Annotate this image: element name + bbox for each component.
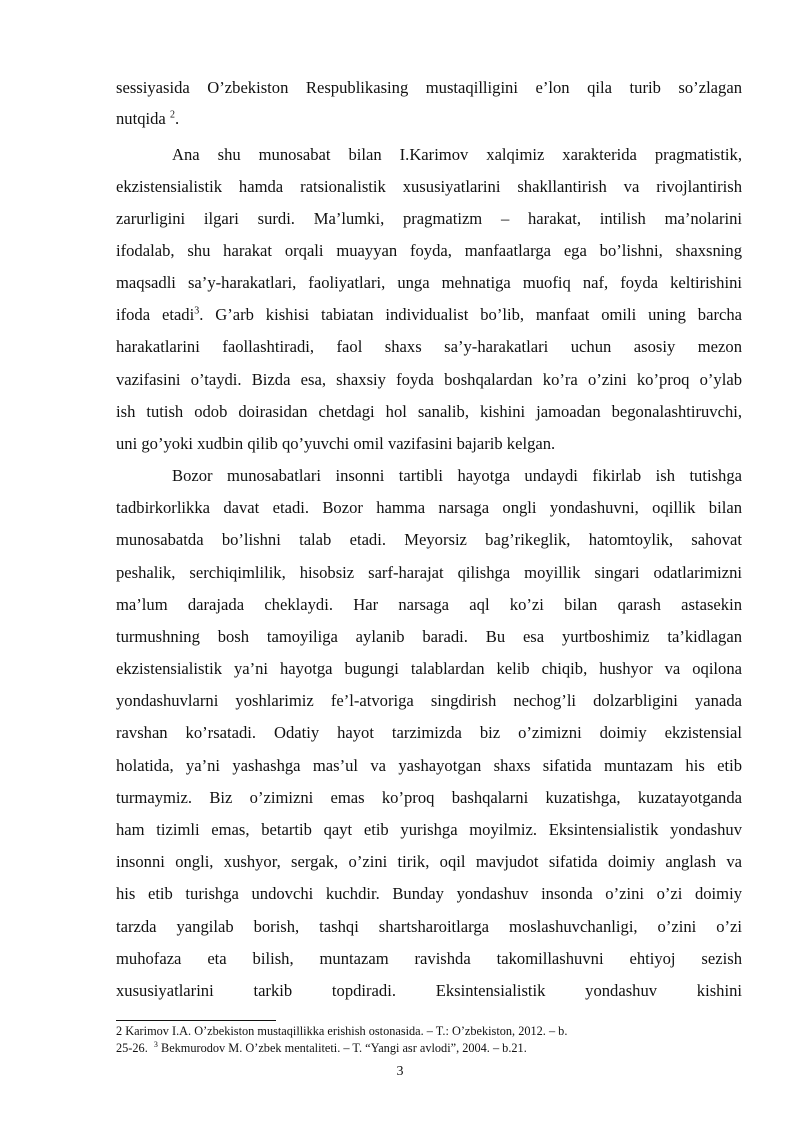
text-line: peshalik, serchiqimlilik, hisobsiz sarf-harajat qilishga moyillik singari odatlarimizni [116, 563, 742, 582]
page-number: 3 [396, 1064, 404, 1079]
text-line: Ana shu munosabat bilan I.Karimov xalqimiz xarakterida pragmatistik, [172, 145, 742, 164]
text-line: ish tutish odob doirasidan chetdagi hol sanalib, kishini jamoadan begonalashtiruvchi, [116, 402, 742, 421]
text-line: yondashuvlarni yoshlarimiz fe’l-atvoriga singdirish nechog’li dolzarbligini yanada [116, 691, 742, 710]
text-fragment: . G’arb kishisi tabiatan individualist bo’lib, manfaat omili uning barcha [199, 305, 742, 324]
text-line: muhofaza eta bilish, muntazam ravishda takomillashuvni ehtiyoj sezish [116, 949, 742, 968]
text-line [116, 109, 742, 129]
text-line: munosabatda bo’lishni talab etadi. Meyorsiz bag’rikeglik, hatomtoylik, sahovat [116, 530, 742, 549]
text-line: Bozor munosabatlari insonni tartibli hayotga undaydi fikirlab ish tutishga [172, 466, 742, 485]
text-line [116, 305, 742, 325]
text-fragment: 25-26. [116, 1041, 148, 1055]
text-line: zarurligini ilgari surdi. Ma’lumki, pragmatizm – harakat, intilish ma’nolarini [116, 209, 742, 228]
text-line: ma’lum darajada cheklaydi. Har narsaga aql ko’zi bilan qarash astasekin [116, 595, 742, 614]
text-line: insonni ongli, xushyor, sergak, o’zini tirik, oqil mavjudot sifatida doimiy anglash va [116, 852, 742, 871]
footnote-separator [116, 1020, 276, 1021]
text-line: uni go’yoki xudbin qilib qo’yuvchi omil vazifasini bajarib kelgan. [116, 434, 556, 453]
footnote-line [116, 1041, 527, 1056]
footnote-ref: 3 [153, 1039, 158, 1049]
text-line: ham tizimli emas, betartib qayt etib yurishga moyilmiz. Eksintensialistik yondashuv [116, 820, 742, 839]
text-line: his etib turishga undovchi kuchdir. Bunday yondashuv insonda o’zini o’zi doimiy [116, 884, 742, 903]
text-fragment: Bekmurodov M. O’zbek mentaliteti. – T. “Yangi asr avlodi”, 2004. – b.21. [157, 1041, 527, 1055]
text-line: xususiyatlarini tarkib topdiradi. Eksintensialistik yondashuv kishini [116, 981, 742, 1000]
text-line: tarzda yangilab borish, tashqi shartsharoitlarga moslashuvchanligi, o’zini o’zi [116, 917, 742, 936]
text-fragment: ifoda etadi [116, 305, 195, 324]
text-line: turmaymiz. Biz o’zimizni emas ko’proq bashqalarni kuzatishga, kuzatayotganda [116, 788, 742, 807]
text-line: tadbirkorlikka davat etadi. Bozor hamma narsaga ongli yondashuvni, oqillik bilan [116, 498, 742, 517]
text-fragment: nutqida [116, 109, 166, 128]
text-line: turmushning bosh tamoyiliga aylanib baradi. Bu esa yurtboshimiz ta’kidlagan [116, 627, 742, 646]
text-line: sessiyasida O’zbekiston Respublikasing mustaqilligini e’lon qila turib so’zlagan [116, 78, 742, 97]
text-line: vazifasini o’taydi. Bizda esa, shaxsiy foyda boshqalardan ko’ra o’zini ko’proq o’ylab [116, 370, 742, 389]
footnote-line: 2 Karimov I.A. O’zbekiston mustaqillikka erishish ostonasida. – T.: O’zbekiston, 2012. – b. [116, 1024, 568, 1038]
footnote-ref: 2 [169, 109, 175, 121]
text-line: ifodalab, shu harakat orqali muayyan foyda, manfaatlarga ega bo’lishni, shaxsning [116, 241, 742, 260]
text-line: ravshan ko’rsatadi. Odatiy hayot tarzimizda biz o’zimizni doimiy ekzistensial [116, 723, 742, 742]
text-line: maqsadli sa’y-harakatlari, faoliyatlari, unga mehnatiga muofiq naf, foyda keltirishini [116, 273, 742, 292]
text-fragment: . [174, 109, 180, 128]
text-line: ekzistensialistik ya’ni hayotga bugungi talablardan kelib chiqib, hushyor va oqilona [116, 659, 742, 678]
footnote-ref: 3 [194, 305, 200, 317]
text-line: harakatlarini faollashtiradi, faol shaxs sa’y-harakatlari uchun asosiy mezon [116, 337, 742, 356]
text-line: holatida, ya’ni yashashga mas’ul va yashayotgan shaxs sifatida muntazam his etib [116, 756, 742, 775]
text-line: ekzistensialistik hamda ratsionalistik xususiyatlarini shakllantirish va rivojlantirish [116, 177, 742, 196]
